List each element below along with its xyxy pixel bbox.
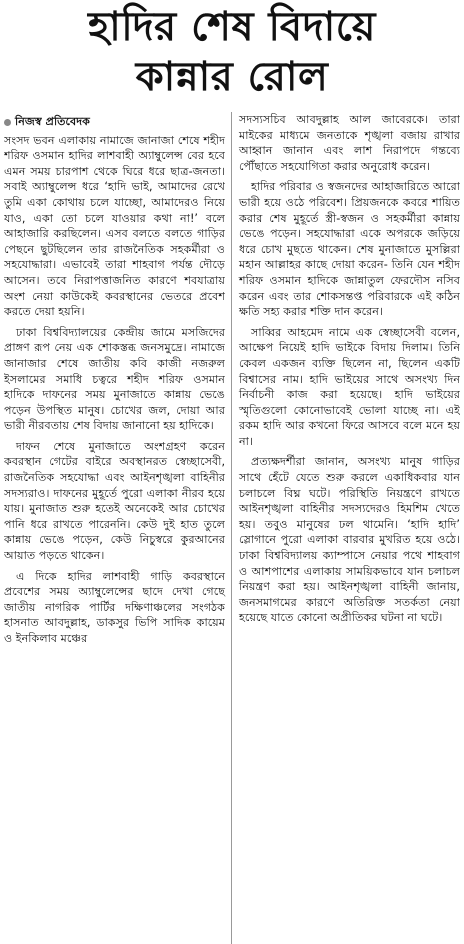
byline-text: নিজস্ব প্রতিবেদক bbox=[15, 115, 90, 128]
headline-line-1: হাদির শেষ বিদায়ে bbox=[88, 4, 376, 50]
newspaper-clipping bbox=[0, 2, 464, 944]
paragraph: দাফন শেষে মুনাজাতে অংশগ্রহণ করেন কবরস্থান গেটের বাইরে অবস্থানরত স্বেচ্ছাসেবী, রাজনৈতিক সহযোদ্ধা এবং আইনশৃঙ্খলা বাহিনীর সদস্যরাও। দাফনের মুহূর্তে পুরো এলাকা নীরব হয়ে যায়। মুনাজাত শুরু হতেই অনেকেই আর চোখের পানি ধরে রাখতে পারেননি। কেউ দুই হাত তুলে কান্নায় ভেঙে পড়েন, কেউ নিচুস্বরে কুরআনের আয়াত পড়তে থাকেন। bbox=[4, 439, 225, 563]
paragraph: ঢাকা বিশ্ববিদ্যালয়ের কেন্দ্রীয় জামে মসজিদের প্রাঙ্গণ রূপ নেয় এক শোকস্তব্ধ জনসমুদ্রে। নামাজে জানাজার শেষে জাতীয় কবি কাজী নজরুল ইসলামের সমাধি চত্বরে শহীদ শরিফ ওসমান হাদিকে দাফনের সময় মুনাজাতে কান্নায় ভেঙে পড়েন উপস্থিত মানুষ। চোখের জল, দোয়া আর ভারী নীরবতায় শেষ বিদায় জানানো হয় হাদিকে। bbox=[4, 325, 225, 433]
paragraph: প্রত্যক্ষদর্শীরা জানান, অসংখ্য মানুষ গাড়ির সাথে হেঁটে যেতে শুরু করলে একাধিকবার যান চলাচলে বিঘ্ন ঘটে। পরিস্থিতি নিয়ন্ত্রণে রাখতে আইনশৃঙ্খলা বাহিনীর সদস্যদেরও হিমশিম খেতে হয়। তবুও মানুষের ঢল থামেনি। ‘হাদি হাদি’ স্লোগানে পুরো এলাকা বারবার মুখরিত হয়ে ওঠে। ঢাকা বিশ্ববিদ্যালয় ক্যাম্পাসে নেয়ার পথে শাহবাগ ও আশপাশের এলাকায় সাময়িকভাবে যান চলাচল নিয়ন্ত্রণ করা হয়। আইনশৃঙ্খলা বাহিনী জানায়, জনসমাগমের কারণে অতিরিক্ত সতর্কতা নেয়া হয়েছে যাতে কোনো অপ্রীতিকর ঘটনা না ঘটে। bbox=[239, 455, 460, 625]
left-column bbox=[4, 112, 232, 944]
article-columns bbox=[4, 112, 460, 944]
byline bbox=[4, 114, 225, 130]
paragraph: হাদির পরিবার ও স্বজনদের আহাজারিতে আরো ভারী হয়ে ওঠে পরিবেশ। প্রিয়জনকে কবরে শায়িত করার শেষ মুহূর্তে স্ত্রী-স্বজন ও সহকর্মীরা কান্নায় ভেঙে পড়েন। সহযোদ্ধারা একে অপরকে জড়িয়ে ধরে চোখ মুছতে থাকেন। শেষ মুনাজাতে মুসল্লিরা মহান আল্লাহর কাছে দোয়া করেন- তিনি যেন শহীদ শরিফ ওসমান হাদিকে জান্নাতুল ফেরদৌস নসিব করেন এবং তার শোকসন্তপ্ত পরিবারকে এই কঠিন ক্ষতি সহ্য করার শক্তি দান করেন। bbox=[239, 180, 460, 319]
bullet-icon bbox=[4, 119, 11, 126]
headline-line-2: কান্নার রোল bbox=[135, 54, 329, 100]
paragraph: সাব্বির আহমেদ নামে এক স্বেচ্ছাসেবী বলেন, আক্ষেপ নিয়েই হাদি ভাইকে বিদায় দিলাম। তিনি কেবল একজন ব্যক্তি ছিলেন না, ছিলেন একটি বিশ্বাসের নাম। হাদি ভাইয়ের সাথে অসংখ্য দিন নির্বাচনী কাজ করা হয়েছে। হাদি ভাইয়ের স্মৃতিগুলো কোনোভাবেই ভোলা যাচ্ছে না। এই রকম হাদি আর কখনো ফিরে আসবে বলে মনে হয় না। bbox=[239, 325, 460, 448]
paragraph: এ দিকে হাদির লাশবাহী গাড়ি কবরস্থানে প্রবেশের সময় অ্যাম্বুলেন্সের ছাদে দেখা গেছে জাতীয় নাগরিক পার্টির দক্ষিণাঞ্চলের সংগঠক হাসনাত আবদুল্লাহ, ডাকসুর ভিপি সাদিক কায়েম ও ইনকিলাব মঞ্চের bbox=[4, 569, 225, 645]
paragraph: সদস্যসচিব আবদুল্লাহ আল জাবেরকে। তারা মাইকের মাধ্যমে জনতাকে শৃঙ্খলা বজায় রাখার আহ্বান জানান এবং লাশ নিরাপদে গন্তব্যে পৌঁছাতে সহযোগিতা করার অনুরোধ করেন। bbox=[239, 113, 460, 173]
paragraph: সংসদ ভবন এলাকায় নামাজে জানাজা শেষে শহীদ শরিফ ওসমান হাদির লাশবাহী অ্যাম্বুলেন্স বের হবে এমন সময় চারপাশ থেকে ঘিরে ধরে ছাত্র-জনতা। সবাই অ্যাম্বুলেন্স ধরে ‘হাদি ভাই, আমাদের রেখে তুমি একা কোথায় চলে যাচ্ছো, আমাদেরও নিয়ে যাও, একা তো চলে যাওয়ার কথা না!’ বলে আহাজারি করছিলেন। এসব বলতে বলতে গাড়ির পেছনে ছুটছিলেন তার রাজনৈতিক সহকর্মীরা ও সহযোদ্ধারা। এভাবেই তারা শাহবাগ পর্যন্ত দৌড়ে আসেন। তবে নিরাপত্তাজনিত কারণে শবযাত্রায় অংশ নেয়া কাউকেই কবরস্থানের ভেতরে প্রবেশ করতে দেয়া হয়নি। bbox=[4, 133, 225, 319]
right-column bbox=[232, 112, 460, 944]
headline bbox=[4, 2, 460, 102]
